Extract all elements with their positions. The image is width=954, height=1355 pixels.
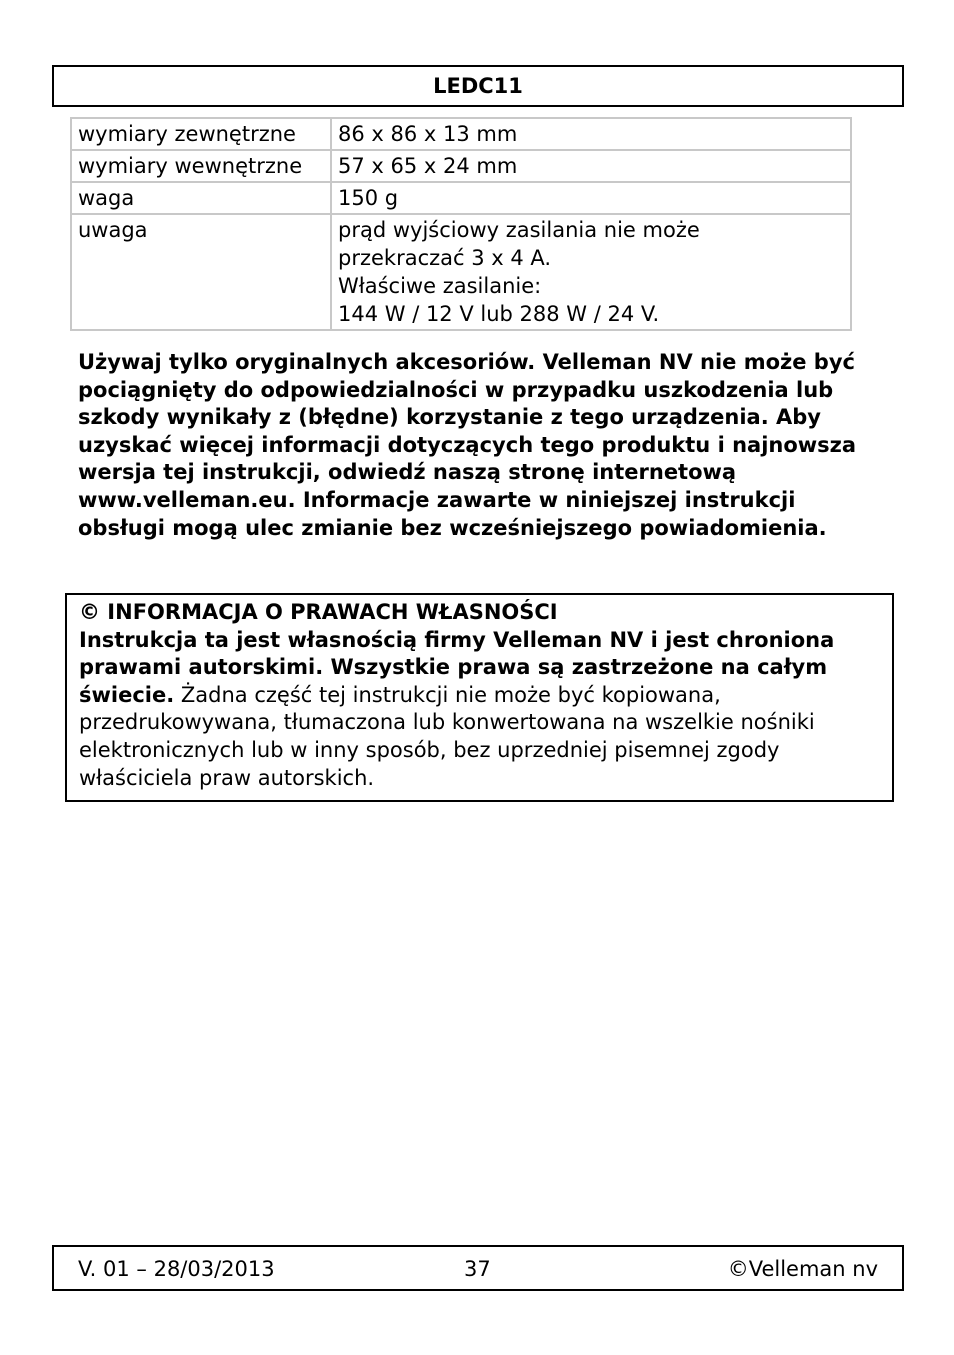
table-row <box>71 118 851 150</box>
copyright-body-text: Żadna część tej instrukcji nie może być kopiowana, przedrukowywana, tłumaczona lub konwertowana na wszelkie nośniki elektronicznych lub w inny sposób, bez uprzedniej pisemnej zgody właściciela praw autorskich. <box>79 682 815 790</box>
spec-value: 86 x 86 x 13 mm <box>331 118 851 150</box>
spec-label: wymiary zewnętrzne <box>71 118 331 150</box>
spec-table <box>70 117 852 331</box>
spec-label: uwaga <box>71 214 331 330</box>
note-line: prąd wyjściowy zasilania nie może <box>338 218 700 242</box>
note-line: przekraczać 3 x 4 A. <box>338 246 552 270</box>
copyright-title: © INFORMACJA O PRAWACH WŁASNOŚCI <box>79 600 558 624</box>
note-line: 144 W / 12 V lub 288 W / 24 V. <box>338 302 660 326</box>
copyright-notice-box <box>65 593 894 802</box>
spec-value: 57 x 65 x 24 mm <box>331 150 851 182</box>
page-footer <box>52 1245 904 1291</box>
note-line: Właściwe zasilanie: <box>338 274 542 298</box>
model-title: LEDC11 <box>433 74 523 98</box>
spec-note-value <box>331 214 851 330</box>
page-number: 37 <box>464 1257 491 1281</box>
page-header <box>52 65 904 107</box>
table-row <box>71 150 851 182</box>
footer-version: V. 01 – 28/03/2013 <box>78 1257 275 1281</box>
table-row <box>71 182 851 214</box>
footer-copyright: ©Velleman nv <box>727 1257 878 1281</box>
spec-value: 150 g <box>331 182 851 214</box>
disclaimer-paragraph: Używaj tylko oryginalnych akcesoriów. Velleman NV nie może być pociągnięty do odpowiedzialności w przypadku uszkodzenia lub szkody wynikały z (błędne) korzystanie z tego urządzenia. Aby uzyskać więcej informacji dotyczących tego produktu i najnowsza wersja tej instrukcji, odwiedź naszą stronę internetową www.velleman.eu. Informacje zawarte w niniejszej instrukcji obsługi mogą ulec zmianie bez wcześniejszego powiadomienia. <box>78 350 857 540</box>
table-row <box>71 214 851 330</box>
spec-label: wymiary wewnętrzne <box>71 150 331 182</box>
copyright-bold-text: Instrukcja ta jest własnością firmy Velleman NV i jest chroniona prawami autorskimi. Wszystkie prawa są zastrzeżone na całym świecie. <box>79 627 835 707</box>
spec-label: waga <box>71 182 331 214</box>
